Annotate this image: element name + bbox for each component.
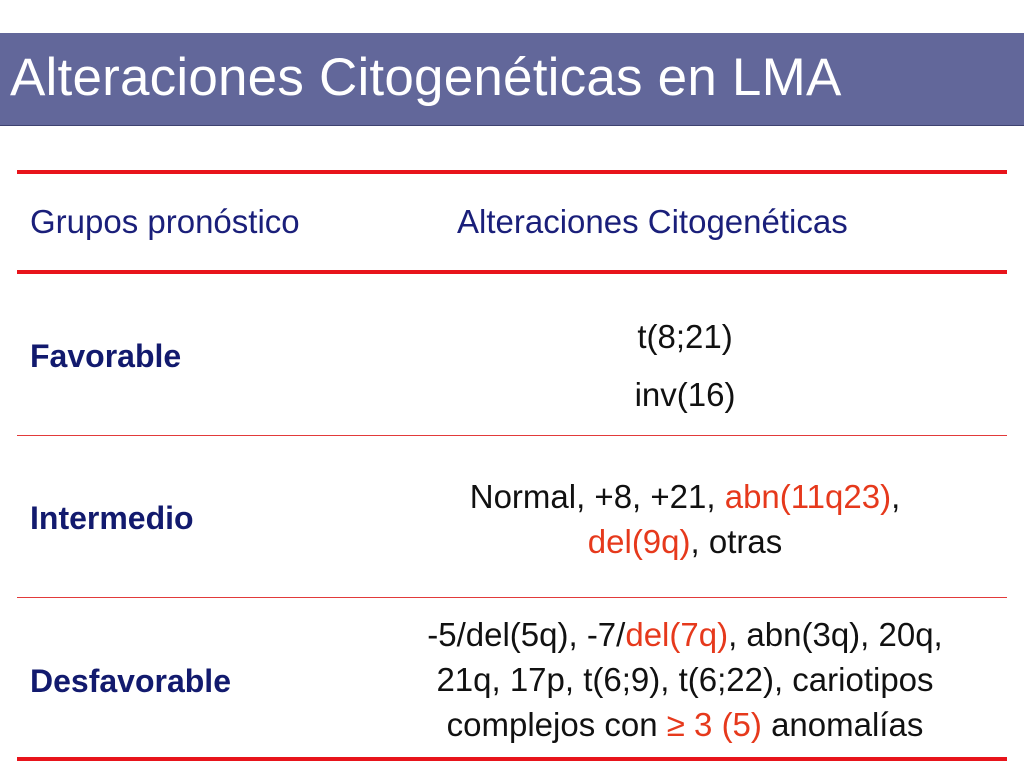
row-group-intermedio: Intermedio: [30, 500, 194, 536]
header-rule: [17, 270, 1007, 274]
alteration-line: inv(16): [634, 376, 736, 413]
row-group-desfavorable: Desfavorable: [30, 663, 231, 699]
header-alteraciones-citogeneticas: Alteraciones Citogenéticas: [457, 203, 848, 240]
row-alterations-intermedio: [360, 474, 1010, 564]
alteration-line: Normal, +8, +21, abn(11q23),: [469, 478, 901, 515]
row-alterations-desfavorable: [360, 612, 1010, 747]
alteration-line: t(8;21): [637, 318, 733, 355]
header-grupos-pronostico: Grupos pronóstico: [30, 203, 300, 240]
table-top-rule: [17, 170, 1007, 174]
row-divider: [17, 597, 1007, 598]
alteration-line: del(9q), otras: [587, 523, 783, 560]
alteration-line: 21q, 17p, t(6;9), t(6;22), cariotipos: [436, 661, 934, 698]
alteration-line: -5/del(5q), -7/del(7q), abn(3q), 20q,: [427, 616, 943, 653]
table-bottom-rule: [17, 757, 1007, 761]
row-group-favorable: Favorable: [30, 338, 182, 374]
slide-title: Alteraciones Citogenéticas en LMA: [10, 48, 842, 107]
row-divider: [17, 435, 1007, 436]
alteration-line: complejos con ≥ 3 (5) anomalías: [446, 706, 924, 743]
row-alterations-favorable: [360, 308, 1010, 424]
